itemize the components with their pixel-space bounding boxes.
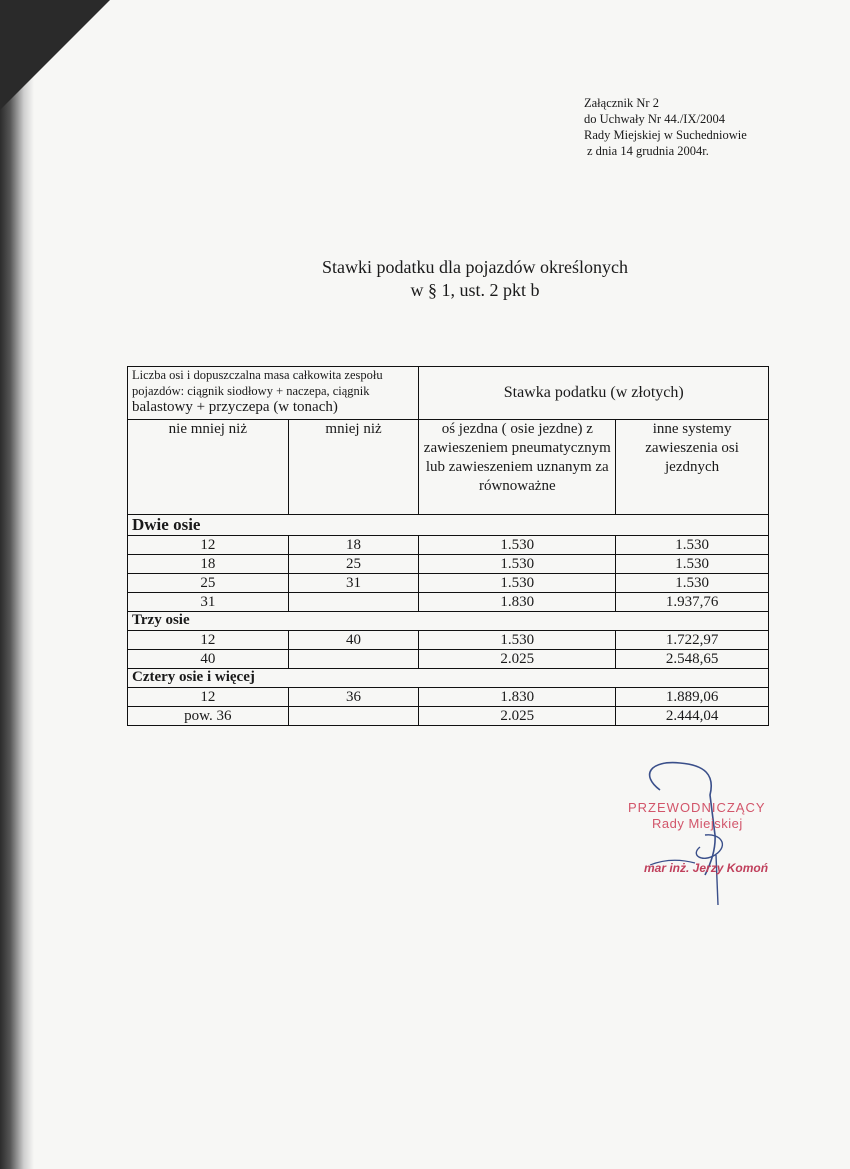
scan-left-edge [0,0,34,1169]
col-max-header: mniej niż [288,420,419,515]
cell-other: 1.530 [616,555,769,574]
col-min-header: nie mniej niż [128,420,289,515]
cell-other: 2.548,65 [616,650,769,669]
cell-max: 36 [288,688,419,707]
table-subheader-row [128,420,769,515]
cell-pneumatic: 1.830 [419,593,616,612]
table-header-row [128,367,769,420]
document-title [230,256,720,302]
desc-line-1: Liczba osi i dopuszczalna masa całkowita zespołu [132,368,383,382]
stamp-title: PRZEWODNICZĄCY [628,800,766,815]
cell-other: 1.530 [616,574,769,593]
table-row [128,574,769,593]
axle-mass-description [128,367,419,420]
table-row [128,650,769,669]
header-line-4: z dnia 14 grudnia 2004r. [587,144,709,158]
cell-pneumatic: 1.830 [419,688,616,707]
cell-min: 31 [128,593,289,612]
cell-max: 18 [288,536,419,555]
section-row [128,515,769,536]
cell-min: 12 [128,688,289,707]
cell-min: 12 [128,536,289,555]
cell-max [288,650,419,669]
section-title: Dwie osie [128,515,769,536]
section-title: Cztery osie i więcej [128,669,769,688]
table-row [128,555,769,574]
cell-max [288,593,419,612]
table-row [128,536,769,555]
table-row [128,688,769,707]
cell-max [288,707,419,726]
cell-pneumatic: 1.530 [419,631,616,650]
cell-min: pow. 36 [128,707,289,726]
cell-min: 25 [128,574,289,593]
table-row [128,631,769,650]
cell-pneumatic: 2.025 [419,707,616,726]
section-row [128,669,769,688]
cell-max: 40 [288,631,419,650]
cell-min: 18 [128,555,289,574]
attachment-header [584,95,747,159]
table-row [128,707,769,726]
cell-max: 31 [288,574,419,593]
title-line-1: Stawki podatku dla pojazdów określonych [322,257,628,277]
cell-min: 12 [128,631,289,650]
header-line-2: do Uchwały Nr 44./IX/2004 [584,112,725,126]
section-row [128,612,769,631]
cell-pneumatic: 1.530 [419,555,616,574]
cell-other: 1.889,06 [616,688,769,707]
desc-line-2: pojazdów: ciągnik siodłowy + naczepa, ciągnik [132,384,370,398]
cell-min: 40 [128,650,289,669]
desc-line-3: balastowy + przyczepa (w tonach) [132,399,338,415]
cell-other: 1.530 [616,536,769,555]
stamp-name: mar inż. Jerzy Komoń [644,861,769,875]
rate-header: Stawka podatku (w złotych) [419,367,769,420]
cell-pneumatic: 2.025 [419,650,616,669]
cell-pneumatic: 1.530 [419,536,616,555]
handwritten-signature [620,755,820,915]
header-line-1: Załącznik Nr 2 [584,96,659,110]
col-pneumatic-header: oś jezdna ( osie jezdne) z zawieszeniem pneumatycznym lub zawieszeniem uznanym za równoważne [419,420,616,515]
table-row [128,593,769,612]
title-line-2: w § 1, ust. 2 pkt b [410,280,540,300]
tax-rate-table [127,366,769,726]
cell-max: 25 [288,555,419,574]
stamp-subtitle: Rady Miejskiej [652,816,743,831]
scan-folded-corner [0,0,110,110]
cell-pneumatic: 1.530 [419,574,616,593]
cell-other: 1.937,76 [616,593,769,612]
cell-other: 2.444,04 [616,707,769,726]
cell-other: 1.722,97 [616,631,769,650]
col-other-header: inne systemy zawieszenia osi jezdnych [616,420,769,515]
section-title: Trzy osie [128,612,769,631]
header-line-3: Rady Miejskiej w Suchedniowie [584,128,747,142]
